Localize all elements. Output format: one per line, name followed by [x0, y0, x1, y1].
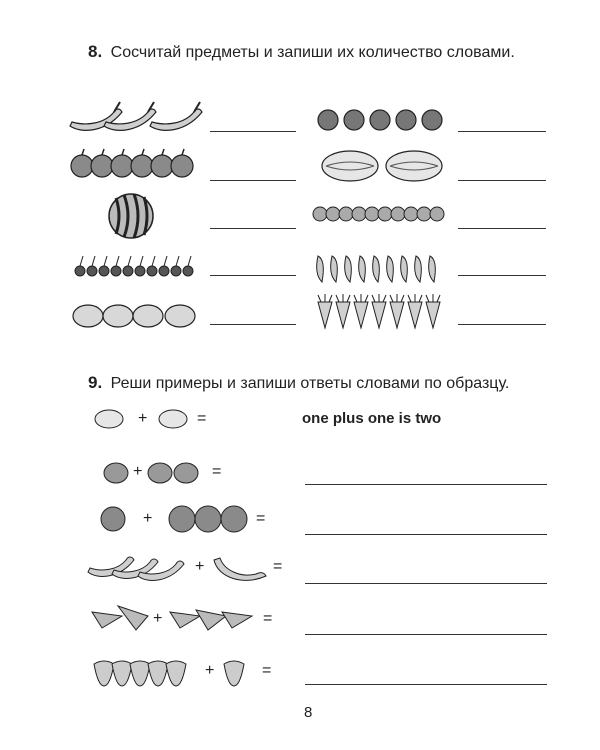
equals-sign: =	[263, 610, 273, 627]
task-9-number: 9.	[88, 373, 103, 392]
strawberry-icon	[112, 661, 132, 686]
carrot-icon	[222, 612, 252, 628]
plus-sign: +	[138, 410, 148, 427]
answer-line[interactable]	[305, 534, 547, 535]
equals-sign: =	[197, 410, 207, 427]
lemon-icon	[104, 463, 128, 483]
plus-sign: +	[143, 510, 153, 527]
melon-icon	[95, 410, 123, 428]
carrot-icon	[118, 606, 148, 630]
sample-answer: one plus one is two	[302, 410, 442, 427]
answer-line[interactable]	[305, 684, 547, 685]
melon-icon	[159, 410, 187, 428]
strawberry-icon	[94, 661, 114, 686]
strawberry-icon	[130, 661, 150, 686]
apple-icon	[101, 507, 125, 531]
plus-sign: +	[205, 662, 215, 679]
carrot-icon	[196, 610, 226, 630]
task-8-number: 8.	[88, 42, 103, 61]
equals-sign: =	[262, 662, 272, 679]
task-8-instruction: Сосчитай предметы и запиши их количество словами.	[110, 44, 515, 61]
carrot-icon	[170, 612, 200, 628]
strawberry-icon	[148, 661, 168, 686]
carrot-icon	[92, 612, 122, 628]
answer-line[interactable]	[305, 634, 547, 635]
apple-icon	[221, 506, 247, 532]
equals-sign: =	[212, 463, 222, 480]
plus-sign: +	[133, 463, 143, 480]
strawberry-icon	[224, 661, 244, 686]
answer-line[interactable]	[305, 583, 547, 584]
plus-sign: +	[195, 558, 205, 575]
lemon-icon	[148, 463, 172, 483]
answer-line[interactable]	[305, 484, 547, 485]
apple-icon	[169, 506, 195, 532]
equals-sign: =	[256, 510, 266, 527]
plus-sign: +	[153, 610, 163, 627]
lemon-icon	[174, 463, 198, 483]
strawberry-icon	[166, 661, 186, 686]
page-number: 8	[304, 704, 313, 721]
task-9-instruction: Реши примеры и запиши ответы словами по образцу.	[110, 375, 510, 392]
banana-icon	[214, 558, 266, 580]
equals-sign: =	[273, 558, 283, 575]
apple-icon	[195, 506, 221, 532]
